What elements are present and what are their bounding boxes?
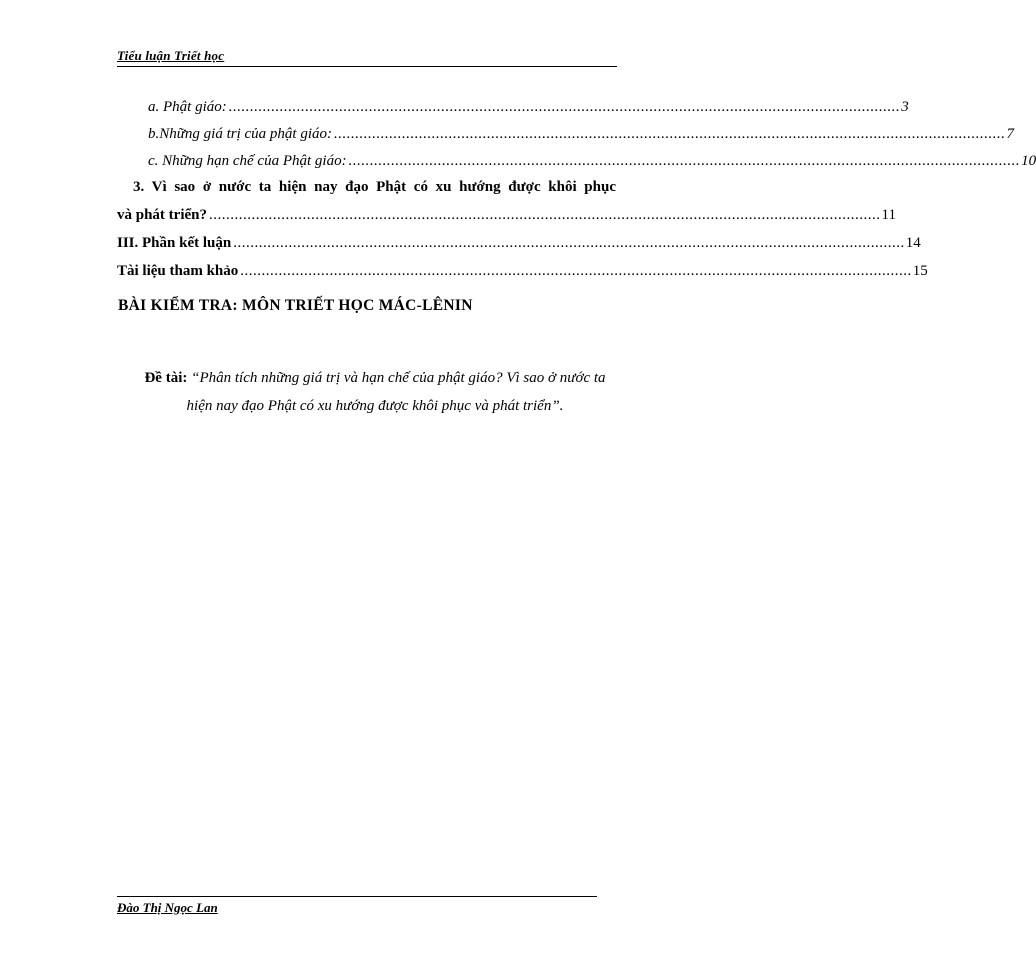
toc-item-refs-label: Tài liệu tham khảo (117, 263, 239, 279)
toc-leader-dots: .............................................................................................................................................................. (209, 207, 881, 223)
topic-label: Đề tài: (144, 370, 188, 386)
header-title: Tiểu luận Triết học (117, 48, 225, 63)
toc-leader-dots: .............................................................................................................................................................. (228, 99, 901, 115)
toc-item-III (117, 235, 921, 252)
toc-item-b-label: b.Những giá trị của phật giáo: (148, 126, 333, 142)
toc-item-c-label: c. Những hạn chế của Phật giáo: (148, 153, 347, 169)
toc-item-a (148, 99, 909, 116)
toc-leader-dots: .............................................................................................................................................................. (233, 235, 905, 251)
toc-item-3-line1: 3. Vì sao ở nước ta hiện nay đạo Phật có xu hướng được khôi phục (133, 179, 616, 195)
footer-divider (117, 896, 597, 897)
toc-leader-dots: .............................................................................................................................................................. (348, 153, 1021, 169)
toc-item-b (148, 126, 1015, 143)
toc-leader-dots: .............................................................................................................................................................. (240, 263, 912, 279)
toc-item-3-label: và phát triển? (117, 207, 207, 223)
topic-text: “Phân tích những giá trị và hạn chế của phật giáo? Vì sao ở nước ta hiện nay đạo Phật có xu hướng được khôi phục và phát triển”. (186, 370, 606, 414)
topic-paragraph (135, 364, 615, 420)
page-header (117, 48, 617, 67)
toc-item-c (148, 153, 1036, 170)
footer-author: Đào Thị Ngọc Lan (117, 900, 218, 915)
toc-item-refs (117, 263, 928, 280)
toc-item-c-page: 10 (1021, 153, 1036, 169)
toc-item-3-line2 (117, 207, 896, 224)
toc-item-3-page: 11 (881, 207, 896, 223)
toc-item-III-label: III. Phần kết luận (117, 235, 232, 251)
toc-item-III-page: 14 (905, 235, 921, 251)
toc-leader-dots: .............................................................................................................................................................. (334, 126, 1006, 142)
toc-item-a-page: 3 (901, 99, 909, 115)
toc-item-refs-page: 15 (912, 263, 928, 279)
exam-title: BÀI KIỂM TRA: MÔN TRIẾT HỌC MÁC-LÊNIN (118, 297, 473, 314)
toc-item-a-label: a. Phật giáo: (148, 99, 227, 115)
toc-item-b-page: 7 (1006, 126, 1015, 142)
